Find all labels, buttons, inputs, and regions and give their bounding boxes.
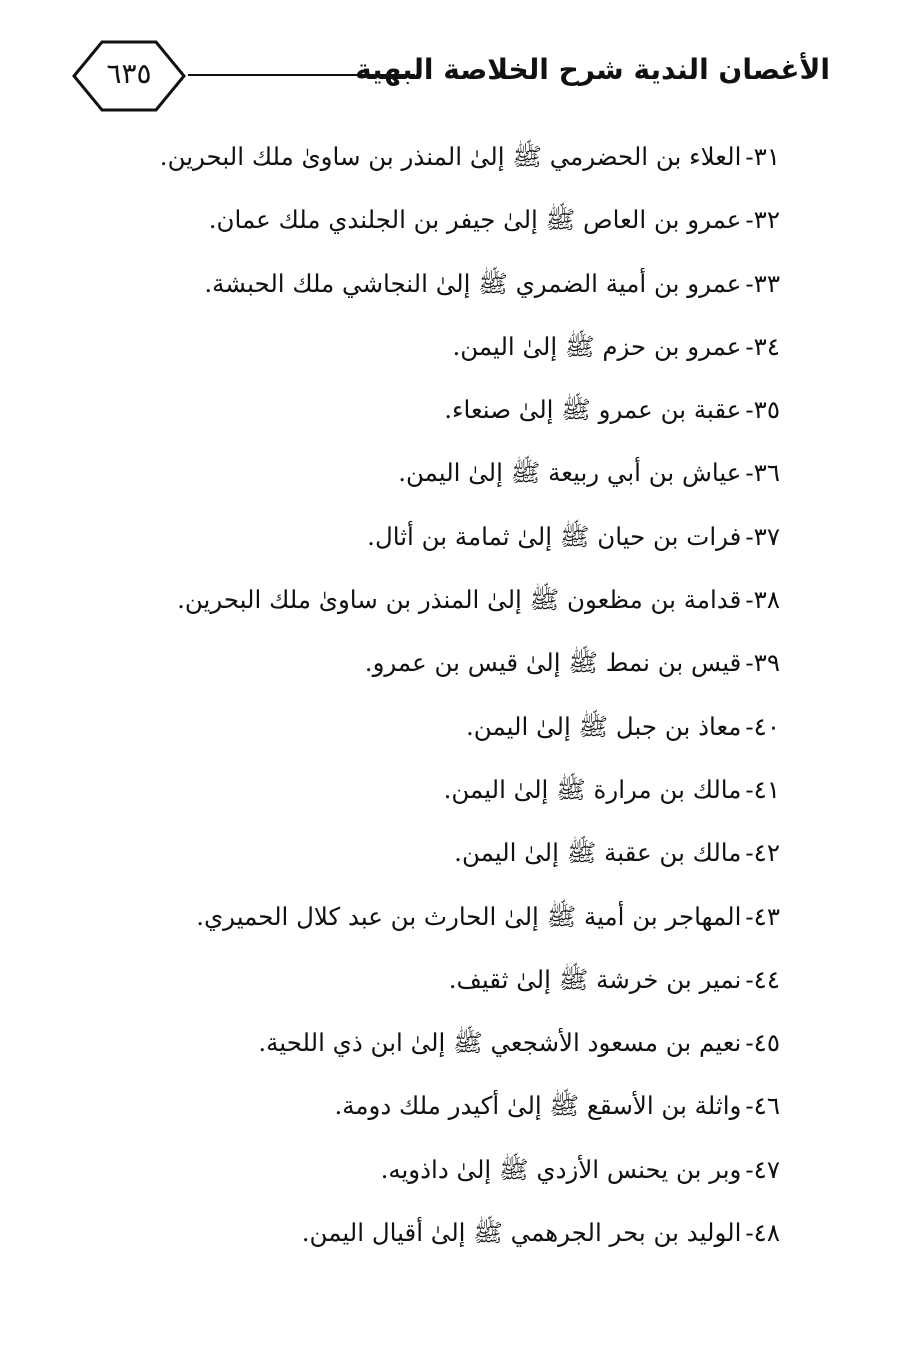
item-number: ٤٠ bbox=[753, 711, 780, 741]
item-number: ٣٨ bbox=[753, 585, 780, 615]
item-text: المهاجر بن أمية ﷺ إلىٰ الحارث بن عبد كلال الحميري. bbox=[196, 901, 742, 931]
list-item bbox=[120, 322, 780, 385]
item-dash: - bbox=[745, 142, 754, 171]
item-number: ٣٤ bbox=[753, 331, 780, 361]
list-item bbox=[120, 575, 780, 638]
item-number: ٣٩ bbox=[753, 648, 780, 678]
item-number: ٣٣ bbox=[753, 268, 780, 298]
item-text: عمرو بن العاص ﷺ إلىٰ جيفر بن الجلندي ملك عمان. bbox=[208, 205, 742, 235]
item-text: عقبة بن عمرو ﷺ إلىٰ صنعاء. bbox=[444, 395, 742, 425]
item-dash: - bbox=[745, 205, 754, 235]
list-item bbox=[120, 132, 780, 195]
item-dash: - bbox=[745, 585, 754, 615]
list-item bbox=[120, 828, 780, 891]
list-item bbox=[120, 638, 780, 701]
item-text: عياش بن أبي ربيعة ﷺ إلىٰ اليمن. bbox=[398, 458, 742, 488]
item-dash: - bbox=[745, 331, 754, 361]
item-dash: - bbox=[745, 648, 754, 678]
list-item bbox=[120, 892, 780, 955]
list-item bbox=[120, 1018, 780, 1081]
item-number: ٣١ bbox=[753, 142, 780, 171]
item-dash: - bbox=[745, 838, 754, 868]
item-dash: - bbox=[745, 458, 754, 488]
item-text: قدامة بن مظعون ﷺ إلىٰ المنذر بن ساوىٰ ملك البحرين. bbox=[177, 585, 742, 615]
item-dash: - bbox=[745, 395, 754, 425]
list-item bbox=[120, 512, 780, 575]
item-dash: - bbox=[745, 774, 754, 804]
item-text: عمرو بن أمية الضمري ﷺ إلىٰ النجاشي ملك الحبشة. bbox=[204, 268, 742, 298]
item-dash: - bbox=[745, 711, 754, 741]
item-text: معاذ بن جبل ﷺ إلىٰ اليمن. bbox=[466, 711, 742, 741]
list-item bbox=[120, 259, 780, 322]
item-number: ٤٨ bbox=[753, 1218, 780, 1248]
header-rule bbox=[188, 74, 415, 76]
item-dash: - bbox=[745, 1218, 754, 1248]
item-number: ٣٢ bbox=[753, 205, 780, 235]
item-text: نعيم بن مسعود الأشجعي ﷺ إلىٰ ابن ذي اللحية. bbox=[258, 1028, 742, 1058]
item-text: قيس بن نمط ﷺ إلىٰ قيس بن عمرو. bbox=[364, 648, 742, 678]
item-number: ٤٦ bbox=[753, 1091, 780, 1121]
item-number: ٤١ bbox=[753, 774, 780, 804]
item-dash: - bbox=[745, 1154, 754, 1184]
item-text: مالك بن عقبة ﷺ إلىٰ اليمن. bbox=[454, 838, 742, 868]
item-dash: - bbox=[745, 1091, 754, 1121]
item-dash: - bbox=[745, 1028, 754, 1058]
item-number: ٤٧ bbox=[753, 1154, 780, 1184]
list-item bbox=[120, 955, 780, 1018]
item-text: العلاء بن الحضرمي ﷺ إلىٰ المنذر بن ساوىٰ ملك البحرين. bbox=[159, 142, 742, 171]
list-item bbox=[120, 195, 780, 258]
list-item bbox=[120, 765, 780, 828]
list-item bbox=[120, 1081, 780, 1144]
item-number: ٣٦ bbox=[753, 458, 780, 488]
list-item bbox=[120, 1145, 780, 1208]
item-text: وبر بن يحنس الأزدي ﷺ إلىٰ داذويه. bbox=[380, 1154, 742, 1184]
item-text: واثلة بن الأسقع ﷺ إلىٰ أكيدر ملك دومة. bbox=[334, 1091, 742, 1121]
messenger-list bbox=[120, 132, 780, 1271]
item-text: عمرو بن حزم ﷺ إلىٰ اليمن. bbox=[452, 331, 742, 361]
list-item bbox=[120, 448, 780, 511]
item-number: ٤٣ bbox=[753, 901, 780, 931]
page-number-badge bbox=[70, 38, 188, 114]
running-header bbox=[60, 38, 830, 118]
item-number: ٣٥ bbox=[753, 395, 780, 425]
item-dash: - bbox=[745, 964, 754, 994]
item-number: ٤٤ bbox=[753, 964, 780, 994]
item-text: فرات بن حيان ﷺ إلىٰ ثمامة بن أثال. bbox=[367, 521, 742, 551]
list-item bbox=[120, 385, 780, 448]
list-item bbox=[120, 702, 780, 765]
item-text: مالك بن مرارة ﷺ إلىٰ اليمن. bbox=[443, 774, 742, 804]
page-number: ٦٣٥ bbox=[106, 57, 152, 90]
list-item bbox=[120, 1208, 780, 1271]
item-text: الوليد بن بحر الجرهمي ﷺ إلىٰ أقيال اليمن. bbox=[301, 1218, 742, 1248]
item-text: نمير بن خرشة ﷺ إلىٰ ثقيف. bbox=[448, 964, 742, 994]
item-dash: - bbox=[745, 268, 754, 298]
item-number: ٤٢ bbox=[753, 838, 780, 868]
item-dash: - bbox=[745, 901, 754, 931]
item-number: ٤٥ bbox=[753, 1028, 780, 1058]
book-title: الأغصان الندية شرح الخلاصة البهية bbox=[355, 53, 830, 86]
item-dash: - bbox=[745, 521, 754, 551]
item-number: ٣٧ bbox=[753, 521, 780, 551]
